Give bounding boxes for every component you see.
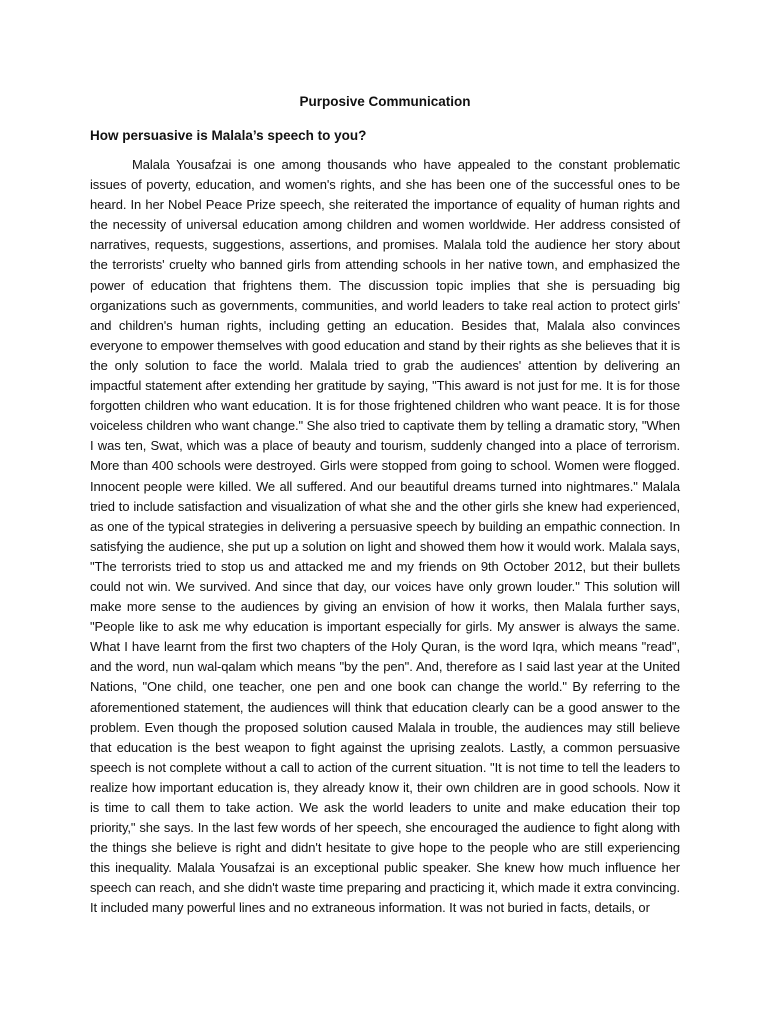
essay-question: How persuasive is Malala’s speech to you? bbox=[90, 128, 367, 143]
body-paragraph: Malala Yousafzai is one among thousands who have appealed to the constant problematic issues of poverty, education, and women's rights, and she has been one of the successful ones to be heard. In her Nobel Peace Prize speech, she reiterated the importance of equality of human rights and the necessity of universal education among children and women worldwide. Her address consisted of narratives, requests, suggestions, assertions, and promises. Malala told the audience her story about the terrorists' cruelty who banned girls from attending schools in her native town, and emphasized the power of education that frightens them. The discussion topic implies that she is persuading big organizations such as governments, communities, and world leaders to take real action to protect girls' and children's human rights, including getting an education. Besides that, Malala also convinces everyone to empower themselves with good education and stand by their rights as she believes that it is the only solution to face the world. Malala tried to grab the audiences' attention by delivering an impactful statement after extending her gratitude by saying, "This award is not just for me. It is for those forgotten children who want education. It is for those frightened children who want peace. It is for those voiceless children who want change." She also tried to captivate them by telling a dramatic story, "When I was ten, Swat, which was a place of beauty and tourism, suddenly changed into a place of terrorism. More than 400 schools were destroyed. Girls were stopped from going to school. Women were flogged. Innocent people were killed. We all suffered. And our beautiful dreams turned into nightmares." Malala tried to include satisfaction and visualization of what she and the other girls she knew had experienced, as one of the typical strategies in delivering a persuasive speech by building an empathic connection. In satisfying the audience, she put up a solution on light and showed them how it would work. Malala says, "The terrorists tried to stop us and attacked me and my friends on 9th October 2012, but their bullets could not win. We survived. And since that day, our voices have only grown louder." This solution will make more sense to the audiences by giving an envision of how it works, then Malala further says, "People like to ask me why education is important especially for girls. My answer is always the same. What I have learnt from the first two chapters of the Holy Quran, is the word Iqra, which means "read", and the word, nun wal-qalam which means "by the pen". And, therefore as I said last year at the United Nations, "One child, one teacher, one pen and one book can change the world." By referring to the aforementioned statement, the audiences will think that education clearly can be a good answer to the problem. Even though the proposed solution caused Malala in trouble, the audiences may still believe that education is the best weapon to fight against the uprising zealots. Lastly, a common persuasive speech is not complete without a call to action of the current situation. "It is not time to tell the leaders to realize how important education is, they already know it, their own children are in good schools. Now it is time to call them to take action. We ask the world leaders to unite and make education their top priority," she says. In the last few words of her speech, she encouraged the audience to fight along with the things she believe is right and didn't hesitate to give hope to the people who are still experiencing this inequality. Malala Yousafzai is an exceptional public speaker. She knew how much influence her speech can reach, and she didn't waste time preparing and practicing it, which made it extra convincing. It included many powerful lines and no extraneous information. It was not buried in facts, details, or bbox=[90, 157, 680, 916]
document-title: Purposive Communication bbox=[299, 94, 471, 109]
